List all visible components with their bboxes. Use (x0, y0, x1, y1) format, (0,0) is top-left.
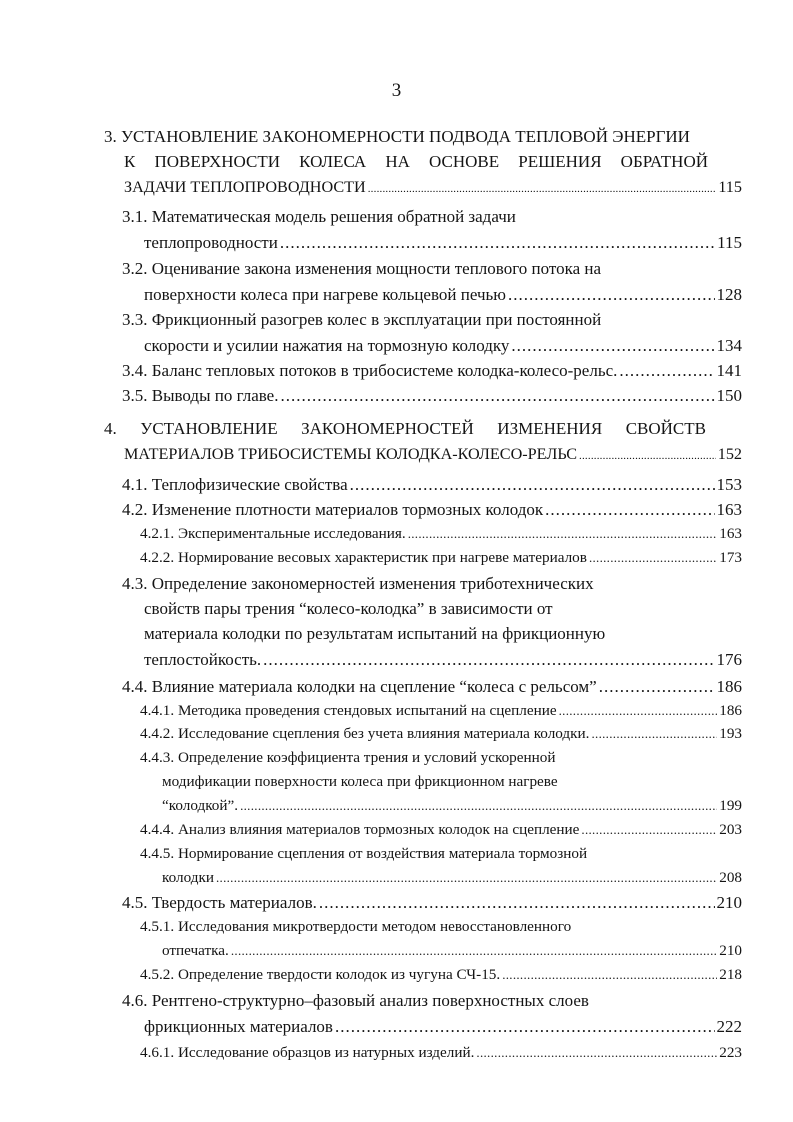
toc-page-number: 222 (716, 1017, 742, 1036)
toc-page-number: 186 (719, 702, 742, 719)
toc-text: МАТЕРИАЛОВ ТРИБОСИСТЕМЫ КОЛОДКА-КОЛЕСО-РЕЛЬС (124, 445, 578, 463)
leader-dots (589, 548, 717, 568)
toc-entry-3-5 (122, 385, 742, 407)
toc-chapter-3-title-line-2: К ПОВЕРХНОСТИ КОЛЕСА НА ОСНОВЕ РЕШЕНИЯ ОБРАТНОЙ (124, 152, 708, 171)
toc-text: 3.5. Выводы по главе. (122, 386, 279, 405)
leader-dots (579, 445, 716, 465)
toc-text: 4.4.1. Методика проведения стендовых испытаний на сцепление (140, 702, 557, 719)
toc-page-number: 141 (716, 361, 742, 380)
toc-page-number: 223 (719, 1044, 742, 1061)
toc-text: 4.4.4. Анализ влияния материалов тормозных колодок на сцепление (140, 821, 580, 838)
page-number: 3 (391, 80, 402, 101)
toc-text: 3.2. Оценивание закона изменения мощности теплового потока на (122, 259, 602, 278)
toc-text: 4.2. Изменение плотности материалов тормозных колодок (122, 500, 544, 519)
toc-page-number: 199 (719, 797, 742, 814)
toc-text: 4.5.2. Определение твердости колодок из чугуна СЧ-15. (140, 966, 501, 983)
toc-text: “колодкой”. (162, 797, 239, 814)
toc-entry-4-5-1-line-1 (140, 917, 742, 937)
toc-entry-4-4-5-line-1 (140, 844, 742, 864)
toc-page-number: 115 (718, 178, 742, 196)
toc-text: 4.5. Твердость материалов. (122, 893, 317, 912)
toc-entry-4-6-line-2 (144, 1016, 742, 1038)
toc-entry-4-2-2 (140, 548, 742, 568)
toc-page-number: 176 (716, 650, 742, 669)
toc-text: модификации поверхности колеса при фрикционном нагреве (162, 773, 558, 790)
toc-entry-4-3-line-1 (122, 573, 742, 595)
toc-entry-4-4 (122, 676, 742, 698)
toc-text: 4.6.1. Исследование образцов из натурных изделий. (140, 1044, 475, 1061)
toc-entry-4-6-1 (140, 1043, 742, 1063)
toc-page-number: 163 (719, 525, 742, 542)
toc-entry-4-3-line-3 (144, 623, 742, 645)
leader-dots (408, 524, 718, 544)
toc-text: скорости и усилии нажатия на тормозную колодку (144, 336, 510, 355)
toc-page-number: 186 (716, 677, 742, 696)
leader-dots (591, 724, 717, 744)
toc-text: ЗАДАЧИ ТЕПЛОПРОВОДНОСТИ (124, 178, 366, 196)
toc-text: отпечатка. (162, 942, 229, 959)
toc-entry-4-4-4 (140, 820, 742, 840)
toc-text: теплопроводности (144, 233, 278, 252)
leader-dots (545, 499, 714, 521)
leader-dots (368, 178, 717, 198)
toc-entry-4-4-5-line-2 (162, 868, 742, 888)
toc-entry-3-1-line-2 (144, 232, 742, 254)
leader-dots (502, 965, 717, 985)
toc-entry-3-1-line-1 (122, 206, 742, 228)
leader-dots (511, 335, 714, 357)
leader-dots (319, 892, 715, 914)
toc-entry-3-3-line-1 (122, 309, 742, 331)
toc-text: 4.1. Теплофизические свойства (122, 475, 348, 494)
toc-entry-4-5-2 (140, 965, 742, 985)
leader-dots (216, 868, 717, 888)
leader-dots (240, 796, 717, 816)
toc-page-number: 193 (719, 725, 742, 742)
toc-text: 4.4.5. Нормирование сцепления от воздействия материала тормозной (140, 845, 588, 862)
toc-entry-4-4-1 (140, 701, 742, 721)
toc-text: 4.5.1. Исследования микротвердости методом невосстановленного (140, 918, 572, 935)
leader-dots (508, 284, 715, 306)
toc-text: свойств пары трения “колесо-колодка” в зависимости от (144, 599, 553, 618)
toc-entry-4-3-line-4 (144, 649, 742, 671)
toc-page-number: 163 (716, 500, 742, 519)
toc-page-number: 210 (719, 942, 742, 959)
leader-dots (231, 941, 717, 961)
leader-dots (280, 385, 714, 407)
toc-text: 4.4.3. Определение коэффициента трения и условий ускоренной (140, 749, 556, 766)
toc-text: 4.2.2. Нормирование весовых характеристик при нагреве материалов (140, 549, 587, 566)
toc-entry-3-2-line-1 (122, 258, 742, 280)
toc-entry-3-2-line-2 (144, 284, 742, 306)
toc-page-number: 208 (719, 869, 742, 886)
toc-text: 3.1. Математическая модель решения обратной задачи (122, 207, 516, 226)
toc-entry-4-6-line-1 (122, 990, 742, 1012)
toc-page-number: 150 (716, 386, 742, 405)
leader-dots (619, 360, 714, 382)
toc-entry-4-4-2 (140, 724, 742, 744)
toc-entry-4-1 (122, 474, 742, 496)
leader-dots (476, 1043, 717, 1063)
toc-page-number: 218 (719, 966, 742, 983)
toc-text: 4.3. Определение закономерностей изменения триботехнических (122, 574, 594, 593)
toc-text: 4.6. Рентгено-структурно–фазовый анализ поверхностных слоев (122, 991, 589, 1010)
toc-page-number: 173 (719, 549, 742, 566)
toc-text: 3.4. Баланс тепловых потоков в трибосистеме колодка-колесо-рельс. (122, 361, 618, 380)
toc-page-number: 128 (716, 285, 742, 304)
toc-page-number: 203 (719, 821, 742, 838)
leader-dots (280, 232, 715, 254)
toc-entry-4-2 (122, 499, 742, 521)
toc-entry-4-4-3-line-3 (162, 796, 742, 816)
toc-entry-4-5-1-line-2 (162, 941, 742, 961)
toc-chapter-3-title-line-3 (124, 176, 742, 198)
toc-entry-4-4-3-line-2 (162, 772, 742, 792)
toc-entry-4-2-1 (140, 524, 742, 544)
toc-text: 3. УСТАНОВЛЕНИЕ ЗАКОНОМЕРНОСТИ ПОДВОДА ТЕПЛОВОЙ ЭНЕРГИИ (104, 127, 690, 146)
toc-chapter-3-title-line-1 (104, 126, 744, 148)
leader-dots (559, 701, 718, 721)
toc-text: колодки (162, 869, 214, 886)
toc-text: 4.4.2. Исследование сцепления без учета влияния материала колодки. (140, 725, 590, 742)
toc-entry-3-3-line-2 (144, 335, 742, 357)
leader-dots (350, 474, 715, 496)
toc-page-number: 210 (716, 893, 742, 912)
leader-dots (581, 820, 717, 840)
toc-text: теплостойкость. (144, 650, 262, 669)
toc-entry-4-3-line-2 (144, 598, 742, 620)
toc-text: фрикционных материалов (144, 1017, 333, 1036)
toc-entry-4-4-3-line-1 (140, 748, 742, 768)
toc-text: 3.3. Фрикционный разогрев колес в эксплуатации при постоянной (122, 310, 602, 329)
toc-text: поверхности колеса при нагреве кольцевой печью (144, 285, 506, 304)
toc-entry-3-4 (122, 360, 742, 382)
leader-dots (263, 649, 714, 671)
leader-dots (335, 1016, 715, 1038)
toc-entry-4-5 (122, 892, 742, 914)
toc-chapter-4-title-line-2 (124, 443, 742, 465)
toc-page-number: 152 (717, 445, 742, 463)
toc-text: материала колодки по результатам испытаний на фрикционную (144, 624, 606, 643)
toc-text: 4.4. Влияние материала колодки на сцепление “колеса с рельсом” (122, 677, 597, 696)
toc-text: 4.2.1. Экспериментальные исследования. (140, 525, 406, 542)
leader-dots (599, 676, 715, 698)
toc-page-number: 115 (717, 233, 742, 252)
toc-page-number: 153 (716, 475, 742, 494)
toc-page-number: 134 (716, 336, 742, 355)
toc-chapter-4-title-line-1: 4. УСТАНОВЛЕНИЕ ЗАКОНОМЕРНОСТЕЙ ИЗМЕНЕНИЯ СВОЙСТВ (104, 419, 706, 438)
